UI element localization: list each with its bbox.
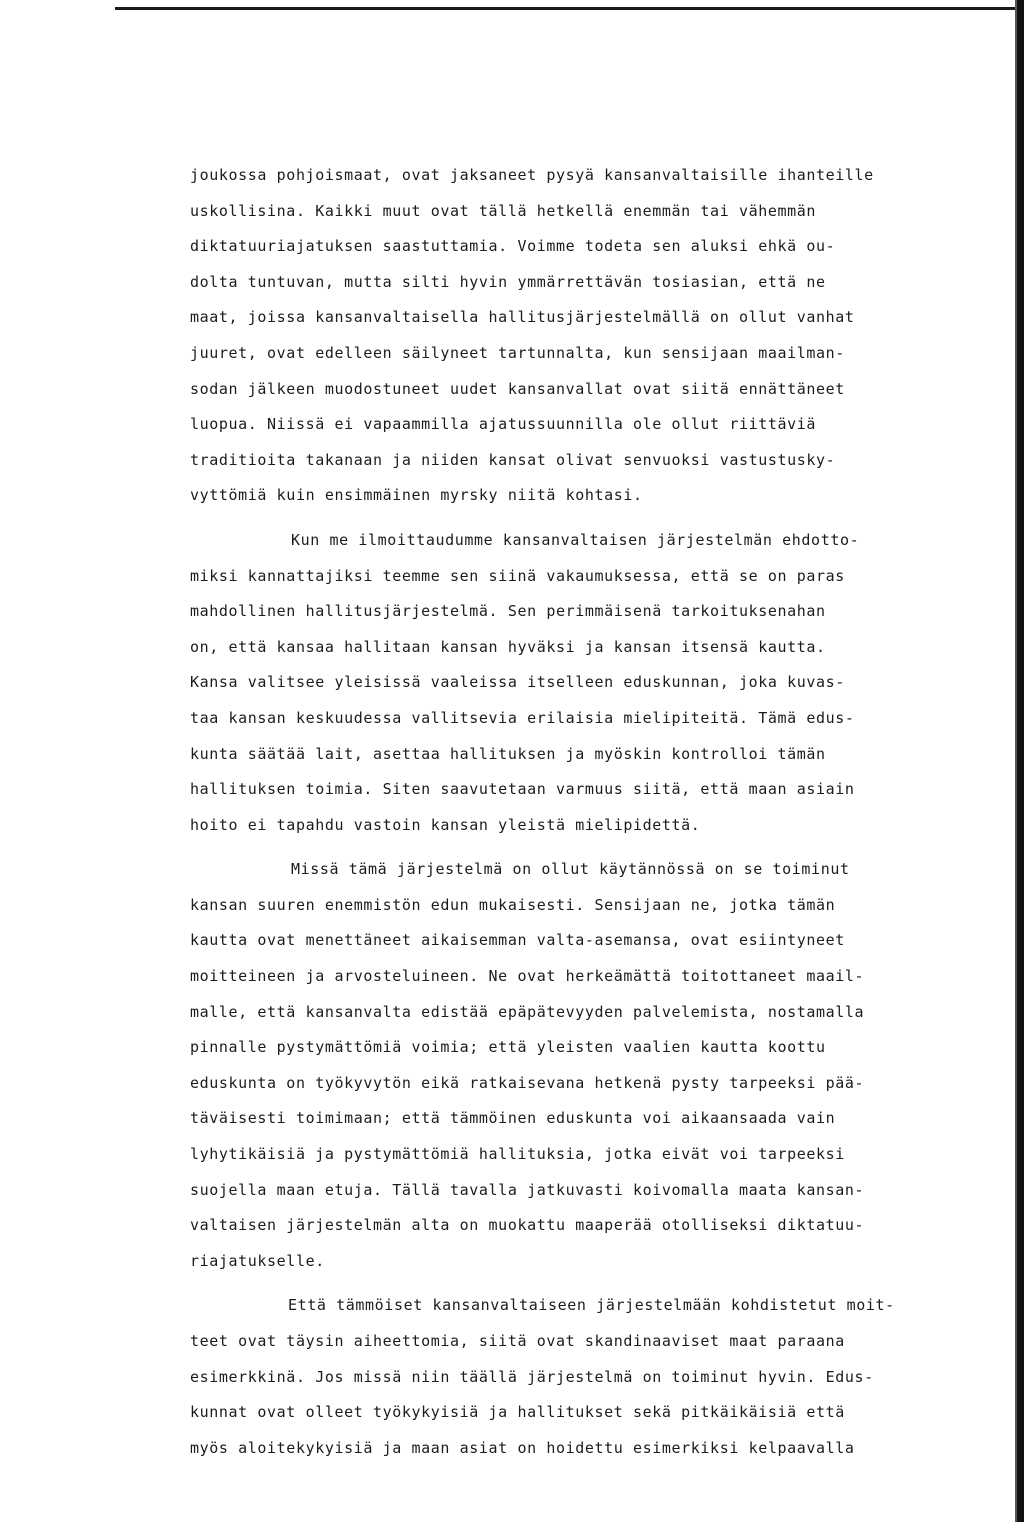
paragraph — [190, 523, 950, 843]
text-line: sodan jälkeen muodostuneet uudet kansanvallat ovat siitä ennättäneet — [190, 379, 845, 398]
paragraph-gap — [190, 1279, 950, 1288]
text-line: maat, joissa kansanvaltaisella hallitusjärjestelmällä on ollut vanhat — [190, 308, 855, 327]
text-line: Että tämmöiset kansanvaltaiseen järjestelmään kohdistetut moit- — [288, 1296, 895, 1315]
text-line: luopua. Niissä ei vapaammilla ajatussuunnilla ole ollut riittäviä — [190, 415, 816, 434]
text-line: miksi kannattajiksi teemme sen siinä vakaumuksessa, että se on paras — [190, 566, 845, 585]
text-line: Kun me ilmoittaudumme kansanvaltaisen järjestelmän ehdotto- — [291, 530, 860, 549]
text-line: Missä tämä järjestelmä on ollut käytännössä on se toiminut — [291, 860, 850, 879]
text-line: Kansa valitsee yleisissä vaaleissa itselleen eduskunnan, joka kuvas- — [190, 673, 845, 692]
right-edge-bar — [1017, 0, 1024, 1522]
text-line: taa kansan keskuudessa vallitsevia erilaisia mielipiteitä. Tämä edus- — [190, 708, 855, 727]
paragraph — [190, 852, 950, 1279]
text-line: mahdollinen hallitusjärjestelmä. Sen perimmäisenä tarkoituksenahan — [190, 602, 826, 621]
text-line: teet ovat täysin aiheettomia, siitä ovat skandinaaviset maat paraana — [190, 1332, 845, 1350]
text-line: suojella maan etuja. Tällä tavalla jatkuvasti koivomalla maata kansan- — [190, 1180, 865, 1199]
text-line: kautta ovat menettäneet aikaisemman valta-asemansa, ovat esiintyneet — [190, 931, 845, 950]
text-line: kunta säätää lait, asettaa hallituksen ja myöskin kontrolloi tämän — [190, 744, 826, 763]
text-line: lyhytikäisiä ja pystymättömiä hallituksia, jotka eivät voi tarpeeksi — [190, 1145, 845, 1164]
text-line: pinnalle pystymättömiä voimia; että yleisten vaalien kautta koottu — [190, 1038, 826, 1057]
text-line: täväisesti toimimaan; että tämmöinen eduskunta voi aikaansaada vain — [190, 1109, 836, 1128]
text-line: juuret, ovat edelleen säilyneet tartunnalta, kun sensijaan maailman- — [190, 343, 845, 362]
text-line: vyttömiä kuin ensimmäinen myrsky niitä kohtasi. — [190, 486, 643, 505]
paragraph-gap — [190, 843, 950, 852]
text-line: hoito ei tapahdu vastoin kansan yleistä mielipidettä. — [190, 815, 701, 834]
text-line: hallituksen toimia. Siten saavutetaan varmuus siitä, että maan asiain — [190, 780, 855, 799]
paragraph — [190, 1288, 950, 1466]
text-line: riajatukselle. — [190, 1251, 325, 1270]
text-line: eduskunta on työkyvytön eikä ratkaisevana hetkenä pysty tarpeeksi pää- — [190, 1073, 865, 1092]
top-rule-line — [115, 7, 1024, 10]
text-line: malle, että kansanvalta edistää epäpätevyyden palvelemista, nostamalla — [190, 1002, 865, 1021]
text-line: kansan suuren enemmistön edun mukaisesti. Sensijaan ne, jotka tämän — [190, 895, 836, 914]
text-line: dolta tuntuvan, mutta silti hyvin ymmärrettävän tosiasian, että ne — [190, 272, 826, 291]
text-line: myös aloitekykyisiä ja maan asiat on hoidettu esimerkiksi kelpaavalla — [190, 1438, 855, 1457]
text-line: valtaisen järjestelmän alta on muokattu maaperää otolliseksi diktatuu- — [190, 1216, 865, 1235]
text-line: moitteineen ja arvosteluineen. Ne ovat herkeämättä toitottaneet maail- — [190, 967, 865, 986]
text-line: kunnat ovat olleet työkykyisiä ja hallitukset sekä pitkäikäisiä että — [190, 1403, 845, 1422]
text-line: traditioita takanaan ja niiden kansat olivat senvuoksi vastustusky- — [190, 450, 836, 469]
paragraph — [190, 158, 950, 514]
text-line: diktatuuriajatuksen saastuttamia. Voimme todeta sen aluksi ehkä ou- — [190, 237, 836, 256]
text-line: uskollisina. Kaikki muut ovat tällä hetkellä enemmän tai vähemmän — [190, 201, 816, 220]
paragraph-gap — [190, 514, 950, 523]
text-line: on, että kansaa hallitaan kansan hyväksi ja kansan itsensä kautta. — [190, 637, 826, 656]
text-line: joukossa pohjoismaat, ovat jaksaneet pysyä kansanvaltaisille ihanteille — [190, 166, 874, 184]
right-edge-shadow — [1015, 0, 1017, 1522]
document-body — [190, 158, 950, 1466]
text-line: esimerkkinä. Jos missä niin täällä järjestelmä on toiminut hyvin. Edus- — [190, 1367, 874, 1386]
